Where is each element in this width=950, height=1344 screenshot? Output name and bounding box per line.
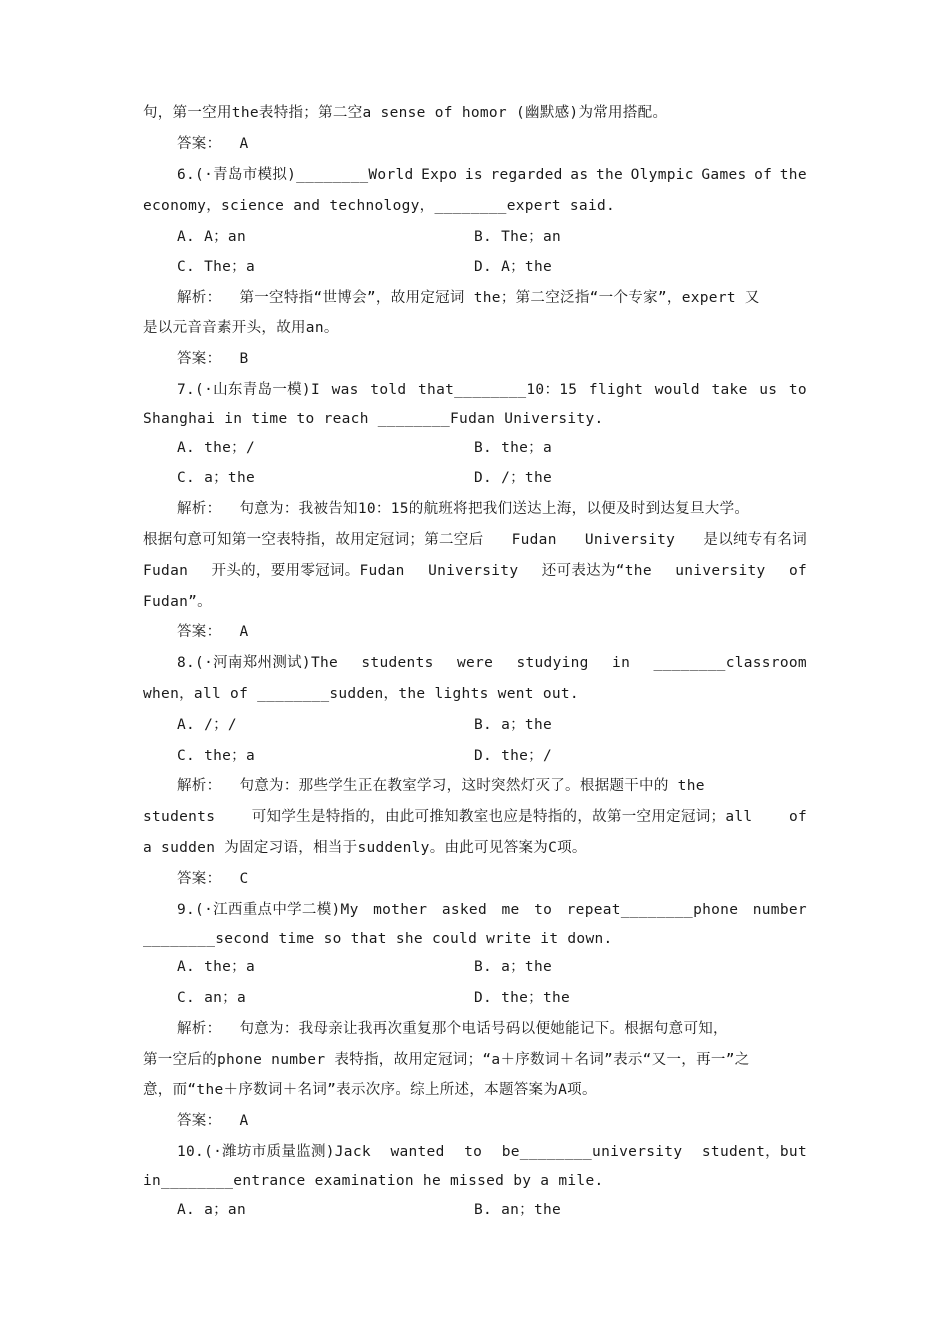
word: the [779, 167, 807, 183]
word: repeat________phone [566, 902, 739, 918]
word: University [428, 563, 519, 579]
answer-line: 答案： B [177, 351, 249, 367]
word: 是以纯专有名词 [703, 532, 807, 548]
word: 6.(·青岛市模拟)________World [177, 167, 414, 183]
word: to [534, 902, 553, 918]
word: take [711, 382, 748, 398]
word: told [370, 382, 407, 398]
word: the [595, 167, 624, 183]
explanation-line: 解析： 句意为：我被告知10：15的航班将把我们送达上海，以便及时到达复旦大学。 [177, 501, 750, 517]
option-a: A. the；a [177, 959, 256, 975]
word: university [675, 563, 766, 579]
word: studying [516, 655, 589, 671]
word: Olympic [630, 167, 694, 183]
option-d: D. /；the [474, 470, 553, 486]
word: be________university [501, 1144, 683, 1160]
question-7-stem [177, 380, 807, 400]
option-a: A. a；an [177, 1202, 246, 1218]
explanation-line [143, 561, 807, 581]
word: ________classroom [653, 655, 807, 671]
word: Fudan [511, 532, 557, 548]
word: of [788, 809, 807, 825]
word: mother [373, 902, 428, 918]
explanation-line: 意，而“the＋序数词＋名词”表示次序。综上所述，本题答案为A项。 [143, 1082, 597, 1098]
option-a: A. the；/ [177, 440, 256, 456]
option-c: C. the；a [177, 748, 256, 764]
explanation-line: Fudan”。 [143, 594, 212, 610]
word: student，but [701, 1144, 807, 1160]
word: would [654, 382, 700, 398]
answer-line: 答案： A [177, 1113, 249, 1129]
option-b: B. the；a [474, 440, 553, 456]
answer-line: 答案： A [177, 136, 249, 152]
word: was [331, 382, 359, 398]
word: 开头的，要用零冠词。Fudan [211, 563, 405, 579]
explanation-line: 第一空后的phone number 表特指，故用定冠词；“a＋序数词＋名词”表示“又一，再一”之 [143, 1052, 750, 1068]
word: Fudan [143, 563, 189, 579]
word: of [754, 167, 773, 183]
question-6-stem-cont: economy，science and technology，________expert said. [143, 198, 616, 214]
word: 9.(·江西重点中学二模)My [177, 902, 359, 918]
word: 可知学生是特指的，由此可推知教室也应是特指的，故第一空用定冠词；all [251, 809, 753, 825]
word: as [570, 167, 589, 183]
word: flight [588, 382, 644, 398]
question-8-stem [177, 653, 807, 673]
option-a: A. /；/ [177, 717, 237, 733]
word: us [759, 382, 778, 398]
answer-line: 答案： C [177, 871, 249, 887]
word: number [752, 902, 807, 918]
word: to [464, 1144, 483, 1160]
word: were [456, 655, 494, 671]
option-a: A. A；an [177, 229, 246, 245]
explanation-line [143, 807, 807, 827]
word: Expo [421, 167, 458, 183]
word: Games [701, 167, 747, 183]
word: to [788, 382, 807, 398]
option-d: D. the；/ [474, 748, 553, 764]
word: of [788, 563, 807, 579]
option-b: B. a；the [474, 717, 553, 733]
word: that________10：15 [418, 382, 578, 398]
question-6-stem [177, 165, 807, 185]
word: University [584, 532, 676, 548]
word: 8.(·河南郑州测试)The [177, 655, 339, 671]
explanation-line: 是以元音音素开头，故用an。 [143, 320, 339, 336]
word: students [143, 809, 216, 825]
word: wanted [390, 1144, 445, 1160]
option-d: D. the；the [474, 990, 571, 1006]
word: 7.(·山东青岛一模)I [177, 382, 320, 398]
option-c: C. an；a [177, 990, 246, 1006]
word: students [361, 655, 434, 671]
word: 还可表达为“the [541, 563, 652, 579]
explanation-line [143, 530, 807, 550]
word: in [612, 655, 631, 671]
question-9-stem [177, 900, 807, 920]
word: asked [441, 902, 487, 918]
word: regarded [490, 167, 563, 183]
text-line: 句，第一空用the表特指；第二空a sense of homor (幽默感)为常用搭配。 [143, 105, 668, 121]
question-9-stem-cont: ________second time so that she could write it down. [143, 931, 613, 947]
option-d: D. A；the [474, 259, 553, 275]
word: me [501, 902, 520, 918]
explanation-line: 解析： 第一空特指“世博会”，故用定冠词 the；第二空泛指“一个专家”，expert 又 [177, 290, 760, 306]
question-10-stem-cont: in________entrance examination he missed by a mile. [143, 1173, 604, 1189]
answer-line: 答案： A [177, 624, 249, 640]
word: 根据句意可知第一空表特指，故用定冠词；第二空后 [143, 532, 484, 548]
word: 10.(·潍坊市质量监测)Jack [177, 1144, 371, 1160]
explanation-line: 解析： 句意为：我母亲让我再次重复那个电话号码以便她能记下。根据句意可知， [177, 1021, 728, 1037]
explanation-line: 解析： 句意为：那些学生正在教室学习，这时突然灯灭了。根据题干中的 the [177, 778, 705, 794]
question-8-stem-cont: when，all of ________sudden，the lights went out. [143, 686, 579, 702]
question-10-stem [177, 1142, 807, 1162]
word: is [464, 167, 483, 183]
option-c: C. The；a [177, 259, 256, 275]
question-7-stem-cont: Shanghai in time to reach ________Fudan University. [143, 411, 604, 427]
option-b: B. an；the [474, 1202, 562, 1218]
option-c: C. a；the [177, 470, 256, 486]
explanation-line: a sudden 为固定习语，相当于suddenly。由此可见答案为C项。 [143, 840, 587, 856]
option-b: B. The；an [474, 229, 562, 245]
option-b: B. a；the [474, 959, 553, 975]
